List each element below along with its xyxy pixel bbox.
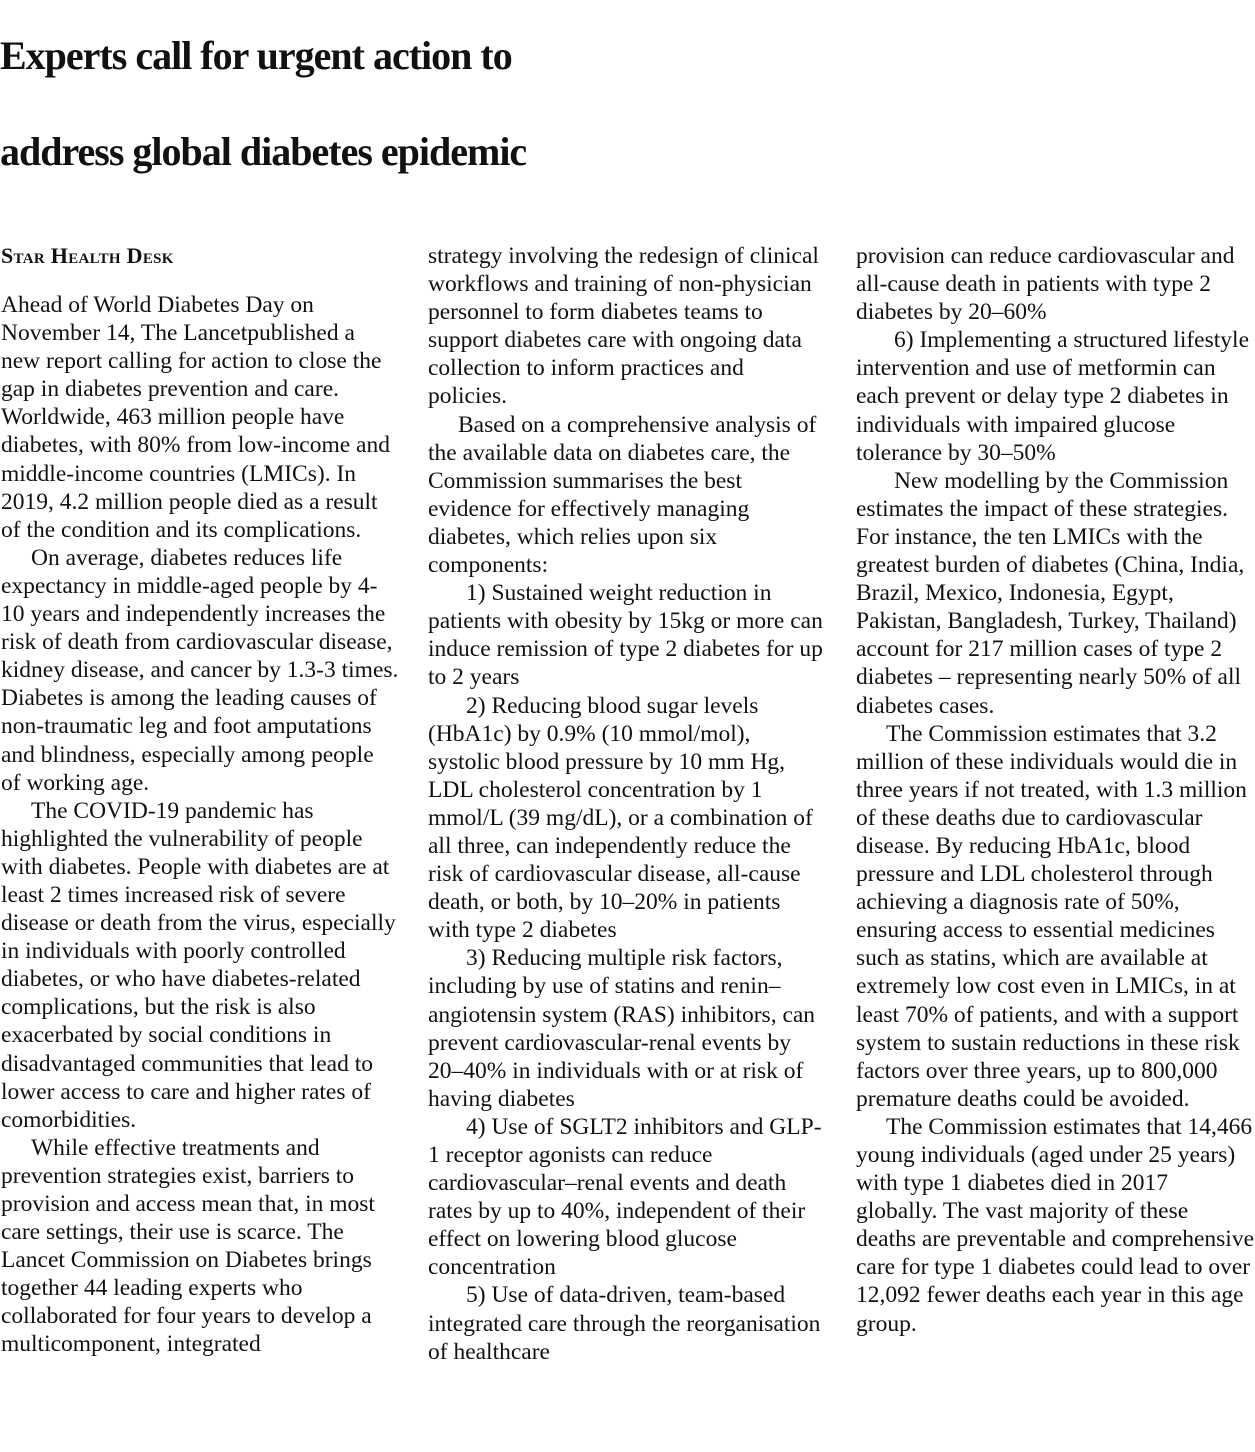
list-item: 4) Use of SGLT2 inhibitors and GLP-1 receptor agonists can reduce cardiovascular–renal events and death rates by up to 40%, independent of their effect on lowering blood glucose concentration: [428, 1113, 822, 1281]
paragraph: Ahead of World Diabetes Day on November 14, The Lancetpublished a new report calling for action to close the gap in diabetes prevention and care. Worldwide, 463 million people have diabetes, with 80% from low-income and middle-income countries (LMICs). In 2019, 4.2 million people died as a result of the condition and its complications.: [1, 292, 390, 543]
article-column-1: [1, 242, 399, 1447]
paragraph: Based on a comprehensive analysis of the available data on diabetes care, the Commission summarises the best evidence for effectively managing diabetes, which relies upon six components:: [428, 411, 817, 579]
list-item: 6) Implementing a structured lifestyle intervention and use of metformin can each prevent or delay type 2 diabetes in individuals with impaired glucose tolerance by 30–50%: [856, 327, 1250, 466]
list-item: 1) Sustained weight reduction in patients with obesity by 15kg or more can induce remission of type 2 diabetes for up to 2 years: [428, 580, 823, 691]
article-column-3: [856, 242, 1254, 1447]
list-item: 5) Use of data-driven, team-based integrated care through the reorganisation of healthcare: [428, 1282, 821, 1365]
paragraph: While effective treatments and prevention strategies exist, barriers to provision and access mean that, in most care settings, their use is scarce. The Lancet Commission on Diabetes brings together 44 leading experts who collaborated for four years to develop a multicomponent, integrated: [1, 1134, 375, 1358]
byline: Star Health Desk: [1, 243, 174, 268]
headline-line-1: Experts call for urgent action to: [0, 33, 512, 78]
article-column-2: [428, 242, 826, 1447]
paragraph: The Commission estimates that 3.2 million of these individuals would die in three years if not treated, with 1.3 million of these deaths due to cardiovascular disease. By reducing HbA1c, blood pressure and LDL cholesterol through achieving a diagnosis rate of 50%, ensuring access to essential medicines such as statins, which are available at extremely low cost even in LMICs, in at least 70% of patients, and with a support system to sustain reductions in these risk factors over three years, up to 800,000 premature deaths could be avoided.: [856, 720, 1247, 1112]
paragraph: The COVID-19 pandemic has highlighted the vulnerability of people with diabetes. People with diabetes are at least 2 times increased risk of severe disease or death from the virus, especially in individuals with poorly controlled diabetes, or who have diabetes-related complications, but the risk is also exacerbated by social conditions in disadvantaged communities that lead to lower access to care and higher rates of comorbidities.: [1, 797, 396, 1133]
headline-line-2: address global diabetes epidemic: [0, 129, 527, 174]
paragraph: strategy involving the redesign of clinical workflows and training of non-physician personnel to form diabetes teams to support diabetes care with ongoing data collection to inform practices and policies.: [428, 243, 819, 410]
paragraph: On average, diabetes reduces life expectancy in middle-aged people by 4-10 years and independently increases the risk of death from cardiovascular disease, kidney disease, and cancer by 1.3-3 times. Diabetes is among the leading causes of non-traumatic leg and foot amputations and blindness, especially among people of working age.: [1, 544, 399, 796]
paragraph: The Commission estimates that 14,466 young individuals (aged under 25 years) with type 1 diabetes died in 2017 globally. The vast majority of these deaths are preventable and comprehensive care for type 1 diabetes could lead to over 12,092 fewer deaths each year in this age group.: [856, 1113, 1254, 1337]
list-item: 2) Reducing blood sugar levels (HbA1c) by 0.9% (10 mmol/mol), systolic blood pressure by 10 mm Hg, LDL cholesterol concentration by 1 mmol/L (39 mg/dL), or a combination of all three, can independently reduce the risk of cardiovascular disease, all-cause death, or both, by 10–20% in patients with type 2 diabetes: [428, 692, 813, 944]
headline: [0, 8, 1255, 200]
list-item: 3) Reducing multiple risk factors, including by use of statins and renin–angiotensin system (RAS) inhibitors, can prevent cardiovascular-renal events by 20–40% in individuals with or at risk of having diabetes: [428, 945, 816, 1112]
paragraph: provision can reduce cardiovascular and all-cause death in patients with type 2 diabetes by 20–60%: [856, 243, 1235, 326]
paragraph: New modelling by the Commission estimates the impact of these strategies. For instance, the ten LMICs with the greatest burden of diabetes (China, India, Brazil, Mexico, Indonesia, Egypt, Pakistan, Bangladesh, Turkey, Thailand) account for 217 million cases of type 2 diabetes – representing nearly 50% of all diabetes cases.: [856, 467, 1245, 719]
